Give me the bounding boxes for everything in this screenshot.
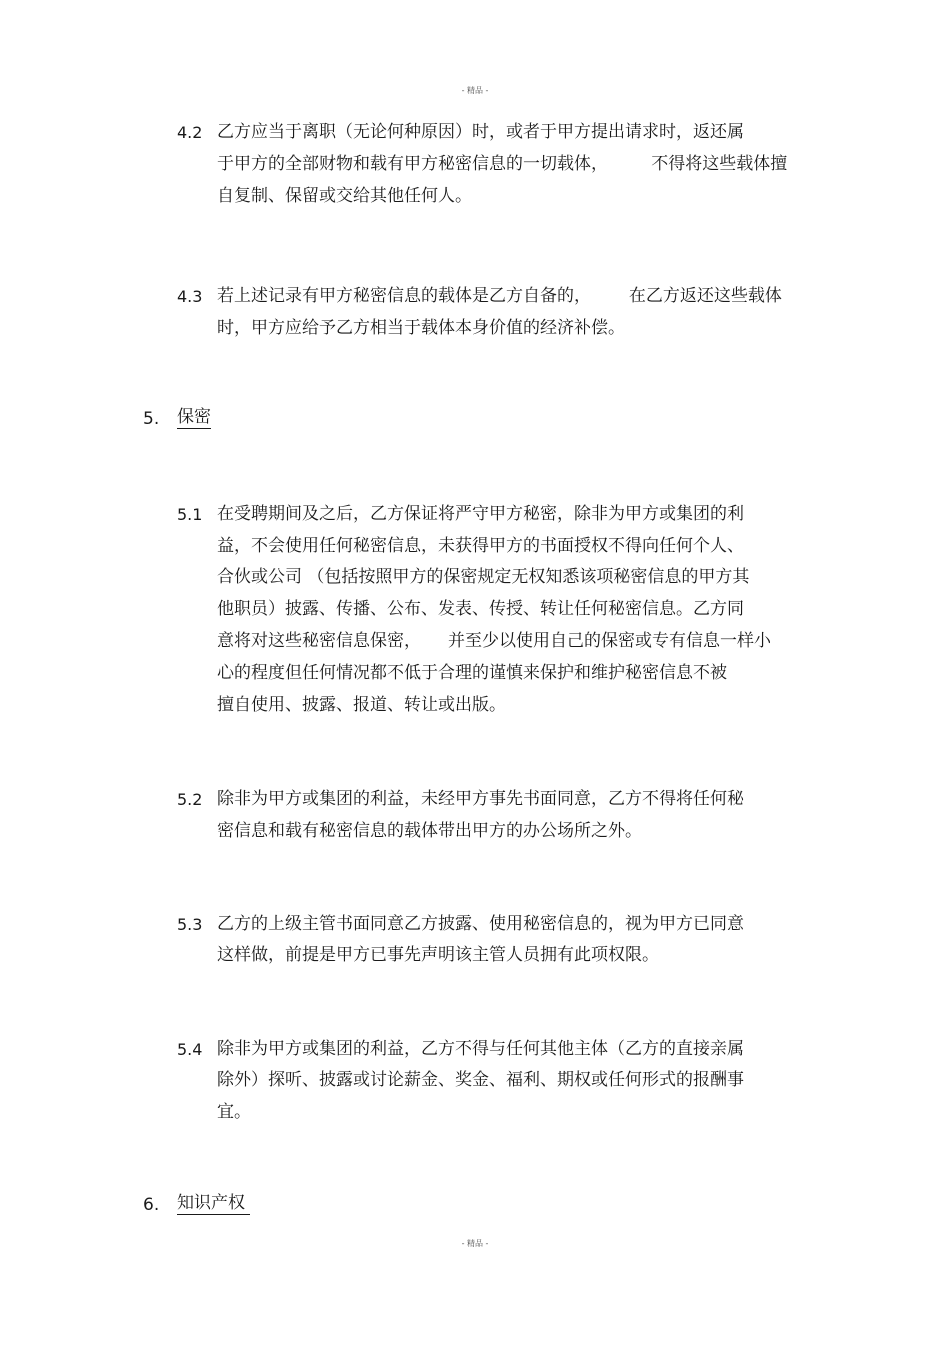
clause-line: 益，不会使用任何秘密信息，未获得甲方的书面授权不得向任何个人、 bbox=[217, 536, 744, 556]
clause-line: 除非为甲方或集团的利益，未经甲方事先书面同意，乙方不得将任何秘 bbox=[217, 789, 744, 809]
clause-number: 5.4 bbox=[177, 1040, 203, 1059]
clause-number: 4.3 bbox=[177, 287, 203, 306]
clause-line: 于甲方的全部财物和载有甲方秘密信息的一切载体， 不得将这些载体擅 bbox=[217, 154, 788, 174]
section-number: 6. bbox=[143, 1195, 160, 1215]
section-number: 5. bbox=[143, 409, 160, 429]
clause-line: 擅自使用、披露、报道、转让或出版。 bbox=[217, 695, 506, 715]
clause-line: 除外）探听、披露或讨论薪金、奖金、福利、期权或任何形式的报酬事 bbox=[217, 1070, 744, 1090]
clause-line: 合伙或公司 （包括按照甲方的保密规定无权知悉该项秘密信息的甲方其 bbox=[217, 567, 750, 587]
clause-line: 时，甲方应给予乙方相当于载体本身价值的经济补偿。 bbox=[217, 318, 625, 338]
clause-line: 这样做，前提是甲方已事先声明该主管人员拥有此项权限。 bbox=[217, 945, 659, 965]
clause-number: 5.1 bbox=[177, 505, 203, 524]
clause-line: 密信息和载有秘密信息的载体带出甲方的办公场所之外。 bbox=[217, 821, 642, 841]
section-title: 保密 bbox=[177, 407, 211, 427]
clause-line: 意将对这些秘密信息保密， 并至少以使用自己的保密或专有信息一样小 bbox=[217, 631, 772, 651]
clause-line: 若上述记录有甲方秘密信息的载体是乙方自备的， 在乙方返还这些载体 bbox=[217, 286, 782, 306]
clause-number: 5.3 bbox=[177, 915, 203, 934]
clause-line: 自复制、保留或交给其他任何人。 bbox=[217, 186, 472, 206]
clause-number: 5.2 bbox=[177, 790, 203, 809]
clause-line: 他职员）披露、传播、公布、发表、传授、转让任何秘密信息。乙方同 bbox=[217, 599, 744, 619]
footer-marker: - 精品 - bbox=[461, 1239, 489, 1248]
header-marker: - 精品 - bbox=[461, 86, 489, 95]
clause-line: 乙方的上级主管书面同意乙方披露、使用秘密信息的，视为甲方已同意 bbox=[217, 914, 744, 934]
clause-number: 4.2 bbox=[177, 123, 203, 142]
clause-line: 在受聘期间及之后，乙方保证将严守甲方秘密，除非为甲方或集团的利 bbox=[217, 504, 744, 524]
clause-line: 心的程度但任何情况都不低于合理的谨慎来保护和维护秘密信息不被 bbox=[217, 663, 727, 683]
clause-line: 乙方应当于离职（无论何种原因）时，或者于甲方提出请求时，返还属 bbox=[217, 122, 744, 142]
section-title: 知识产权 bbox=[177, 1193, 251, 1213]
clause-line: 宜。 bbox=[217, 1102, 251, 1122]
clause-line: 除非为甲方或集团的利益，乙方不得与任何其他主体（乙方的直接亲属 bbox=[217, 1039, 744, 1059]
